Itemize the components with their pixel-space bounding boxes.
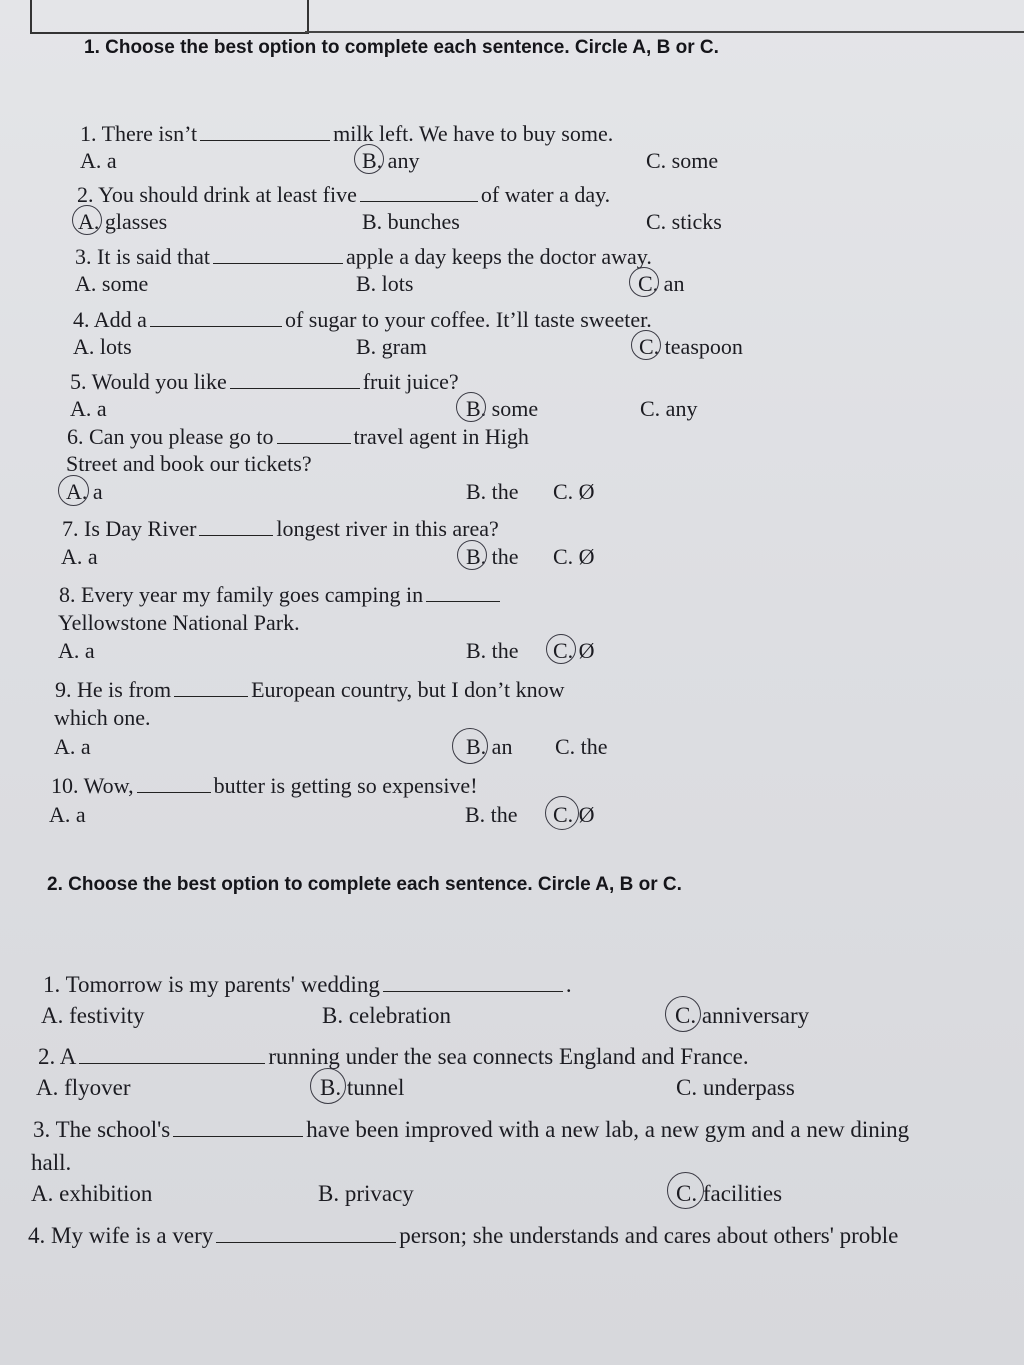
question-text: 6. Can you please go to bbox=[67, 424, 274, 449]
answer-blank bbox=[173, 1122, 303, 1137]
option-c: C. facilities bbox=[676, 1181, 783, 1206]
option-b: B. the bbox=[465, 802, 518, 827]
question-text: 3. The school's bbox=[33, 1117, 171, 1142]
option-b: B. an bbox=[466, 734, 513, 759]
option-c: C. anniversary bbox=[675, 1003, 810, 1028]
option-a: A. a bbox=[70, 396, 107, 421]
question-text: 8. Every year my family goes camping in bbox=[59, 582, 424, 607]
answer-circle bbox=[545, 796, 579, 830]
option-b: B. the bbox=[466, 638, 519, 663]
question-9 bbox=[55, 679, 565, 701]
question-2 bbox=[77, 184, 610, 206]
answer-circle bbox=[310, 1068, 346, 1104]
question-text: 4. My wife is a very bbox=[28, 1223, 214, 1248]
option-c: C. any bbox=[640, 396, 698, 421]
question-text: of water a day. bbox=[480, 182, 611, 207]
question-text: 9. He is from bbox=[55, 677, 172, 702]
question-text: 10. Wow, bbox=[51, 773, 134, 798]
question-7 bbox=[62, 518, 499, 540]
question-text: 1. Tomorrow is my parents' wedding bbox=[43, 972, 380, 997]
answer-circle bbox=[629, 267, 659, 297]
option-b: B. tunnel bbox=[320, 1075, 405, 1100]
header-rule bbox=[305, 31, 1024, 33]
option-a: A. a bbox=[49, 802, 86, 827]
option-a: A. a bbox=[54, 734, 91, 759]
answer-blank bbox=[199, 521, 273, 536]
question-text: 1. There isn’t bbox=[80, 121, 198, 146]
option-a: A. a bbox=[58, 638, 95, 663]
question-text: 4. Add a bbox=[73, 307, 147, 332]
answer-circle bbox=[452, 728, 488, 764]
answer-circle bbox=[546, 634, 576, 664]
option-b: B. privacy bbox=[318, 1181, 414, 1206]
option-c: C. Ø bbox=[553, 544, 595, 569]
option-c: C. teaspoon bbox=[639, 334, 743, 359]
answer-circle bbox=[58, 475, 89, 506]
answer-circle bbox=[631, 330, 661, 360]
s2-question-2 bbox=[38, 1045, 749, 1068]
option-c: C. sticks bbox=[646, 209, 722, 234]
s2-question-4 bbox=[28, 1224, 898, 1247]
question-text: of sugar to your coffee. It’ll taste sweeter. bbox=[284, 307, 652, 332]
question-text: 5. Would you like bbox=[70, 369, 227, 394]
answer-circle bbox=[456, 392, 486, 422]
header-box bbox=[30, 0, 309, 34]
option-a: A. a bbox=[66, 479, 103, 504]
answer-blank bbox=[426, 587, 500, 602]
option-b: B. lots bbox=[356, 271, 414, 296]
option-a: A. festivity bbox=[41, 1003, 145, 1028]
s2-question-1 bbox=[43, 973, 572, 996]
option-a: A. flyover bbox=[36, 1075, 131, 1100]
answer-blank bbox=[216, 1228, 396, 1243]
question-text: 2. A bbox=[38, 1044, 77, 1069]
option-c: C. Ø bbox=[553, 638, 595, 663]
question-text: longest river in this area? bbox=[276, 516, 499, 541]
answer-blank bbox=[360, 187, 478, 202]
answer-blank bbox=[277, 429, 351, 444]
question-3 bbox=[75, 246, 652, 268]
option-b: B. the bbox=[466, 479, 519, 504]
question-5 bbox=[70, 371, 459, 393]
option-c: C. the bbox=[555, 734, 608, 759]
option-a: A. a bbox=[61, 544, 98, 569]
s2-question-3-cont: hall. bbox=[31, 1150, 72, 1175]
question-text: European country, but I don’t know bbox=[251, 677, 565, 702]
answer-circle bbox=[354, 144, 384, 174]
question-10 bbox=[51, 775, 478, 797]
option-a: A. some bbox=[75, 271, 149, 296]
question-text: 7. Is Day River bbox=[62, 516, 197, 541]
answer-circle bbox=[667, 1172, 704, 1209]
option-b: B. the bbox=[466, 544, 519, 569]
option-b: B. gram bbox=[356, 334, 427, 359]
s2-question-3 bbox=[33, 1118, 909, 1141]
question-text: person; she understands and cares about others' proble bbox=[399, 1223, 899, 1248]
answer-circle bbox=[665, 996, 701, 1032]
answer-blank bbox=[213, 249, 343, 264]
answer-blank bbox=[230, 374, 360, 389]
question-6 bbox=[67, 426, 529, 448]
question-1 bbox=[80, 123, 613, 145]
option-c: C. underpass bbox=[676, 1075, 795, 1100]
question-text: travel agent in High bbox=[353, 424, 529, 449]
question-4 bbox=[73, 309, 652, 331]
option-a: A. lots bbox=[73, 334, 132, 359]
option-a: A. a bbox=[80, 148, 117, 173]
answer-blank bbox=[137, 778, 211, 793]
question-text: fruit juice? bbox=[362, 369, 459, 394]
answer-blank bbox=[150, 312, 282, 327]
option-b: B. bunches bbox=[362, 209, 460, 234]
option-b: B. celebration bbox=[322, 1003, 452, 1028]
option-c: C. an bbox=[638, 271, 685, 296]
question-6-cont: Street and book our tickets? bbox=[66, 451, 312, 476]
question-9-cont: which one. bbox=[54, 705, 151, 730]
option-b: B. some bbox=[466, 396, 539, 421]
answer-blank bbox=[79, 1049, 265, 1064]
option-c: C. some bbox=[646, 148, 719, 173]
answer-blank bbox=[383, 977, 563, 992]
answer-blank bbox=[200, 126, 330, 141]
section2-heading: 2. Choose the best option to complete each sentence. Circle A, B or C. bbox=[47, 874, 682, 895]
question-text: . bbox=[565, 972, 572, 997]
question-text: apple a day keeps the doctor away. bbox=[346, 244, 652, 269]
question-text: running under the sea connects England and France. bbox=[268, 1044, 749, 1069]
question-text: butter is getting so expensive! bbox=[213, 773, 478, 798]
option-c: C. Ø bbox=[553, 479, 595, 504]
question-text: milk left. We have to buy some. bbox=[333, 121, 614, 146]
option-a: A. exhibition bbox=[31, 1181, 153, 1206]
question-text: 2. You should drink at least five bbox=[77, 182, 357, 207]
option-a: A. glasses bbox=[78, 209, 168, 234]
question-text: 3. It is said that bbox=[75, 244, 211, 269]
option-b: B. any bbox=[362, 148, 420, 173]
question-8-cont: Yellowstone National Park. bbox=[58, 610, 300, 635]
question-text: have been improved with a new lab, a new gym and a new dining bbox=[306, 1117, 910, 1142]
answer-circle bbox=[72, 205, 102, 235]
question-8 bbox=[59, 584, 503, 606]
answer-blank bbox=[174, 682, 248, 697]
section1-heading: 1. Choose the best option to complete each sentence. Circle A, B or C. bbox=[84, 37, 719, 58]
option-c: C. Ø bbox=[553, 802, 595, 827]
answer-circle bbox=[457, 540, 487, 570]
